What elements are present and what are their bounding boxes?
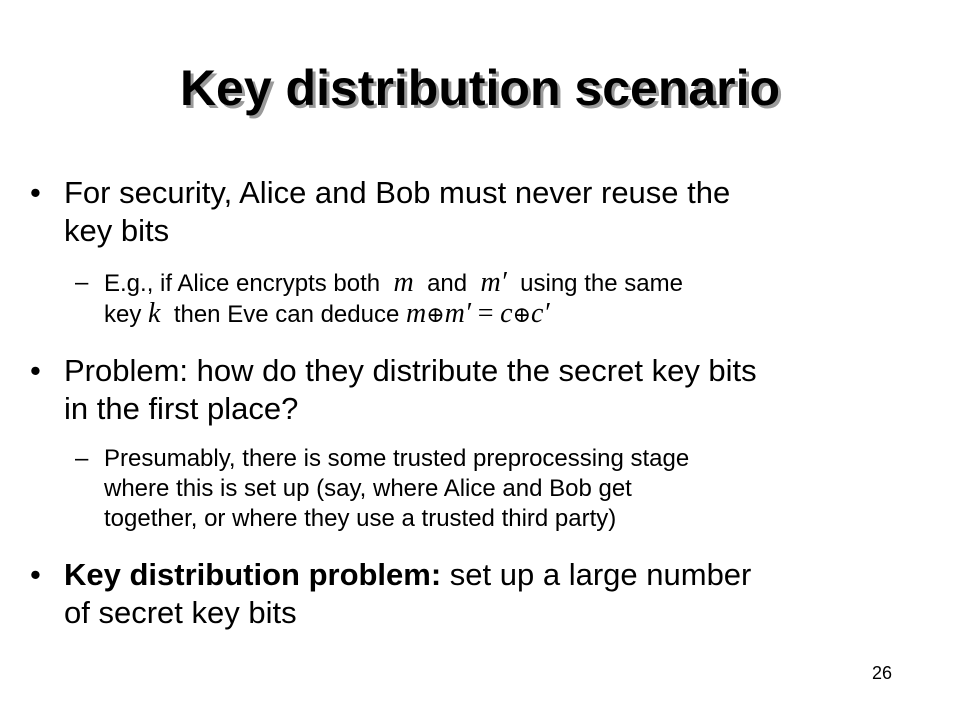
bullet-3-line-2: of secret key bits bbox=[64, 595, 297, 630]
bullet-2-text bbox=[64, 352, 757, 428]
subbullet-1-text bbox=[104, 268, 683, 331]
bullet-marker: • bbox=[30, 175, 41, 210]
subbullet-1-text-c: using the same bbox=[520, 270, 683, 297]
bullet-marker: • bbox=[30, 353, 41, 388]
math-k: k bbox=[148, 298, 161, 329]
slide-title: Key distribution scenario bbox=[179, 60, 781, 116]
subbullet-2 bbox=[75, 444, 915, 534]
subbullet-2-text bbox=[104, 444, 689, 534]
math-eq-c-prime: c′ bbox=[531, 298, 550, 329]
bullet-3-rest: set up a large number bbox=[441, 557, 752, 592]
bullet-3-bold-term: Key distribution problem: bbox=[64, 557, 442, 592]
subbullet-1-text-b: and bbox=[427, 270, 468, 297]
bullet-1-line-2: key bits bbox=[64, 213, 170, 248]
bullet-2 bbox=[30, 352, 930, 428]
subbullet-1-line-2 bbox=[104, 299, 683, 331]
math-eq-m: m bbox=[406, 298, 427, 329]
math-m-prime: m′ bbox=[480, 267, 507, 298]
bullet-2-line-1: Problem: how do they distribute the secret key bits bbox=[64, 353, 757, 388]
bullet-2-line-2: in the first place? bbox=[64, 391, 299, 426]
bullet-1-line-1: For security, Alice and Bob must never reuse the bbox=[64, 175, 731, 210]
subbullet-1-text-a: E.g., if Alice encrypts both bbox=[104, 270, 381, 297]
bullet-3 bbox=[30, 556, 930, 632]
subbullet-1-line-1 bbox=[104, 268, 683, 299]
subbullet-1 bbox=[75, 268, 915, 332]
bullet-marker: • bbox=[30, 557, 41, 592]
bullet-3-line-1 bbox=[64, 556, 751, 594]
page-number: 26 bbox=[872, 663, 893, 683]
subbullet-2-line-2: where this is set up (say, where Alice and Bob get bbox=[104, 475, 632, 502]
subbullet-2-line-1: Presumably, there is some trusted preprocessing stage bbox=[104, 445, 690, 472]
equals-sign: = bbox=[477, 298, 494, 329]
oplus-symbol: ⊕ bbox=[426, 303, 445, 328]
subbullet-1-text-e: then Eve can deduce bbox=[173, 301, 400, 328]
bullet-1-text bbox=[64, 174, 730, 250]
math-m: m bbox=[393, 267, 414, 298]
math-eq-m-prime: m′ bbox=[444, 298, 472, 329]
subbullet-1-text-d: key bbox=[104, 301, 142, 328]
subbullet-2-line-3: together, or where they use a trusted third party) bbox=[104, 505, 617, 532]
bullet-1 bbox=[30, 174, 930, 250]
sub-marker: – bbox=[75, 445, 89, 472]
oplus-symbol: ⊕ bbox=[512, 303, 532, 328]
bullet-3-text bbox=[64, 556, 751, 632]
sub-marker: – bbox=[75, 269, 89, 296]
math-eq-c: c bbox=[500, 298, 513, 329]
